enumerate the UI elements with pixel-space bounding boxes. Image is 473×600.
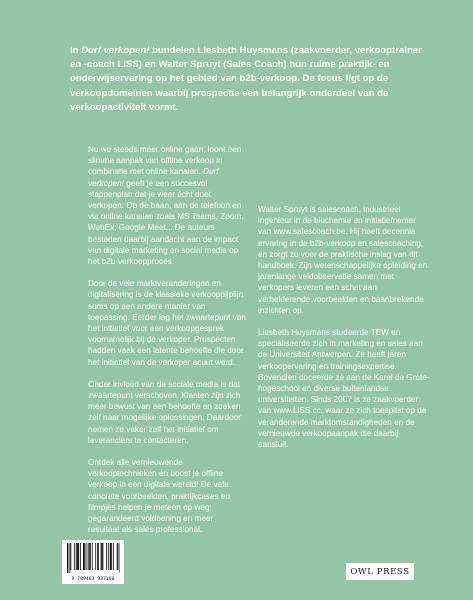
left-paragraph-1 xyxy=(88,144,246,267)
publisher-name: OWL PRESS xyxy=(350,566,410,577)
left-paragraph-1-rest: geeft je een succesvol stappenplan dat je weer écht doet verkopen. Op de baan, aan de telefoon en via online kanalen zoals MS Teams, Zoom, WebEx, Google Meet... De auteurs besteden daarbij aandacht aan de impact van digitale marketing en social media op het b2b-verkoopproces. xyxy=(88,178,244,267)
publisher-logo xyxy=(346,563,414,580)
left-paragraph-1-book-title: Durf verkopen! xyxy=(88,167,219,188)
right-column xyxy=(258,204,430,461)
left-paragraph-4: Ontdek alle vernieuwende verkooptechnieken en boost je offline verkoop in een digitale wereld! De vele concrete voorbeelden, praktijkcases en filmpjes helpen je meteen op weg: gegarandeerd voldoening en meer resultaat als sales professional. xyxy=(88,458,230,535)
left-paragraph-1-start: Nu we steeds meer online gaan, loont een slimme aanpak van offline verkoop in combinatie met online kanalen. xyxy=(88,145,242,177)
author-bio-walter-spruyt: Walter Spruyt is salescoach, industrieel ingenieur in de biochemie en initiatiefnemer van www.salescoach.be. Hij heeft decennia ervaring in de b2b-verkoop en salescoaching, en zorgt zo voor de praktische inslag van dit handboek. Zijn wetenschappelijke opleiding en jarenlange veldobservatie samen met verkopers leveren een schat aan verhelderende voorbeelden en baanbrekende inzichten op. xyxy=(258,205,428,315)
intro-text-rest: bundelen Liesbeth Huysmans (zaakvoerder, verkooptrainer en -coach LiSS) en Walter Spruyt (Sales Coach) hun ruime praktijk- en onderwijservaring op het gebied van b2b-verkoop. De focus ligt op de verkoopdomeinen waarbij prospectie een belangrijk onderdeel van de verkoopactiviteit vormt. xyxy=(70,45,422,113)
left-paragraph-3: Onder invloed van de sociale media is dat zwaartepunt verschoven. Klanten zijn zich meer bewust van een behoefte en zoeken zelf naar mogelijke oplossingen. Daardoor nemen ze vaker zelf het initiatief om leveranciers te contacteren. xyxy=(88,379,241,445)
book-title: Durf verkopen! xyxy=(81,45,150,56)
intro-paragraph xyxy=(70,44,430,115)
author-bio-liesbeth-huysmans: Liesbeth Huysmans studeerde TEW en specialiseerde zich in marketing en sales aan de Universiteit Antwerpen. Ze heeft jaren verkoopervaring en trainingsexpertise. Bovendien doceerde ze aan de Karel de Grote-hogeschool en diverse buitenlandse universiteiten. Sinds 2007 is ze zaakvoerder van www.LiSS.cc, waar ze zich toespitst op de veranderende marktomstandigheden en de vernieuwde verkoopaanpak die daarbij aansluit. xyxy=(258,328,430,450)
barcode-bars xyxy=(66,543,120,573)
left-column xyxy=(88,144,246,547)
left-paragraph-2: Door de vele marktveranderingen en digitalisering is de klassieke verkooppijplijn soms op een andere manier van toepassing. Eerder lag het zwaartepunt van het initiatief voor een verkoopgesprek voornamelijk bij de verkoper. Prospecten hadden vaak een latente behoefte die door het initiatief van de verkoper acuut werd. xyxy=(88,279,246,367)
isbn-number: 9 789463 937160 xyxy=(71,577,115,582)
isbn-barcode xyxy=(62,540,124,584)
intro-text-start: In xyxy=(70,45,82,56)
